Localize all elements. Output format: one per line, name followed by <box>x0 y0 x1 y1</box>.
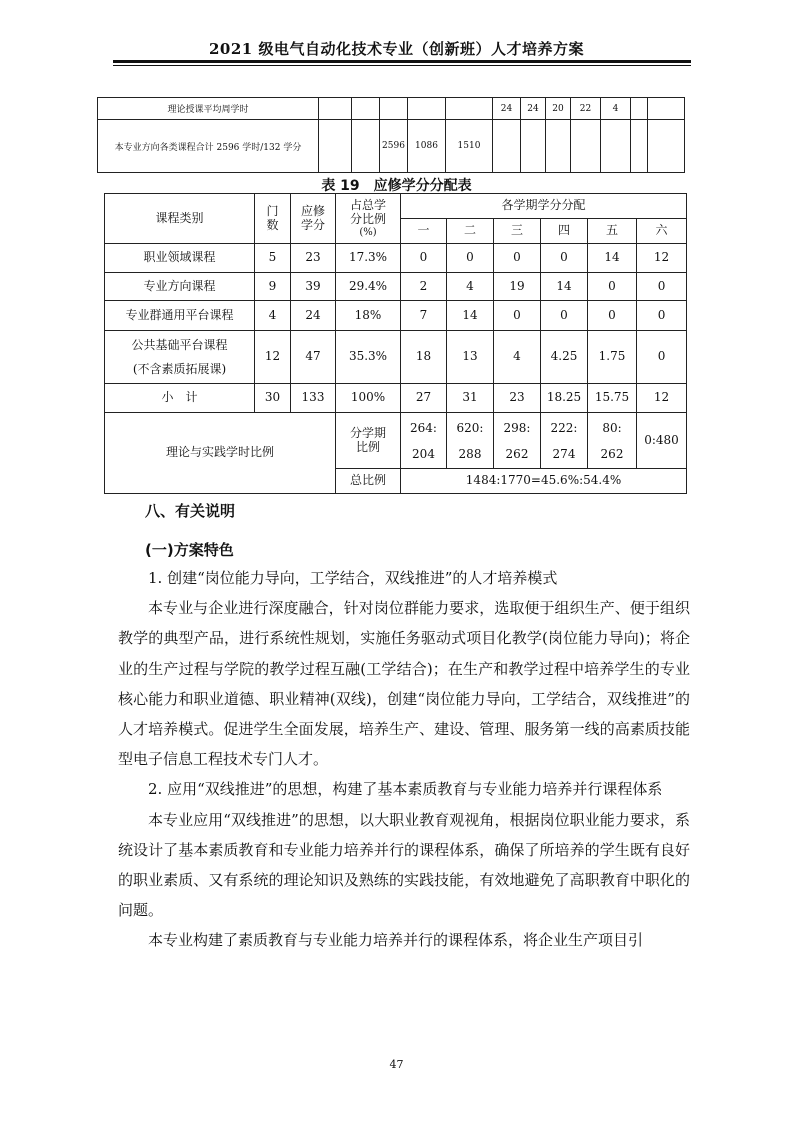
table-cell <box>352 98 380 120</box>
table-cell: 1510 <box>446 120 493 173</box>
header-semester-3: 三 <box>494 219 541 244</box>
semester-cell: 0 <box>588 301 637 331</box>
header-pct-line2: 分比例 <box>349 211 386 226</box>
category-cell: 职业领域课程 <box>105 244 255 273</box>
body-text <box>118 563 690 956</box>
category-cell: 专业方向课程 <box>105 273 255 301</box>
semester-ratio-cell <box>588 413 637 469</box>
header-semesters-group: 各学期学分分配 <box>401 194 687 219</box>
ratio-practice: 204 <box>412 446 435 461</box>
header-pct-line3: (%) <box>359 226 377 238</box>
row-label: 理论授课平均周学时 <box>98 98 319 120</box>
header-pct-line1: 占总学 <box>349 197 386 212</box>
ratio-practice: 274 <box>552 446 576 461</box>
header-credits-line1: 应修 <box>300 203 325 218</box>
count-cell: 30 <box>255 384 291 413</box>
table-cell: 20 <box>546 98 571 120</box>
total-ratio-value: 1484:1770=45.6%:54.4% <box>401 469 687 494</box>
category-cell <box>105 331 255 384</box>
count-cell: 4 <box>255 301 291 331</box>
semester-cell: 4.25 <box>541 331 588 384</box>
semester-cell: 18.25 <box>541 384 588 413</box>
table-cell <box>408 98 446 120</box>
semester-cell: 0 <box>637 331 687 384</box>
credits-cell: 133 <box>291 384 336 413</box>
credit-allocation-table <box>104 193 687 494</box>
semester-cell: 4 <box>447 273 494 301</box>
ratio-theory: 222: <box>550 420 578 435</box>
header-semester-4: 四 <box>541 219 588 244</box>
header-credits-line2: 学分 <box>300 217 325 232</box>
count-cell: 5 <box>255 244 291 273</box>
table-cell <box>546 120 571 173</box>
row-label: 本专业方向各类课程合计 2596 学时/132 学分 <box>98 120 319 173</box>
total-ratio-label: 总比例 <box>336 469 401 494</box>
paragraph-item-2-heading: 2. 应用“双线推进”的思想，构建了基本素质教育与专业能力培养并行课程体系 <box>148 780 663 799</box>
semester-cell: 1.75 <box>588 331 637 384</box>
credits-cell: 47 <box>291 331 336 384</box>
table-row <box>98 98 685 120</box>
header-semester-2: 二 <box>447 219 494 244</box>
pct-cell: 29.4% <box>336 273 401 301</box>
semester-ratio-cell <box>541 413 588 469</box>
semester-cell: 4 <box>494 331 541 384</box>
ratio-theory: 620: <box>456 420 484 435</box>
table-cell <box>631 98 648 120</box>
header-count <box>255 194 291 244</box>
table-row <box>105 273 687 301</box>
table-cell: 1086 <box>408 120 446 173</box>
paragraph: 本专业与企业进行深度融合，针对岗位群能力要求，选取便于组织生产、便于组织教学的典型产品，进行系统性规划，实施任务驱动式项目化教学(岗位能力导向)；将企业的生产过程与学院的教学过程互融(工学结合)；在生产和教学过程中培养学生的专业核心能力和职业道德、职业精神(双线)，创建“岗位能力导向，工学结合，双线推进”的人才培养模式。促进学生全面发展，培养生产、建设、管理、服务第一线的高素质技能型电子信息工程技术专门人才。 <box>118 599 690 769</box>
ratio-practice: 262 <box>505 446 529 461</box>
semester-cell: 7 <box>401 301 447 331</box>
table-cell: 22 <box>571 98 601 120</box>
table-cell <box>648 98 685 120</box>
ratio-theory: 264: <box>410 420 437 435</box>
semester-cell: 2 <box>401 273 447 301</box>
ratio-label: 理论与实践学时比例 <box>105 413 336 494</box>
header-semester-1: 一 <box>401 219 447 244</box>
table-cell <box>571 120 601 173</box>
header-semester-5: 五 <box>588 219 637 244</box>
table-cell <box>319 98 352 120</box>
table-row <box>98 120 685 173</box>
category-line2: (不含素质拓展课) <box>132 362 227 376</box>
semester-cell: 27 <box>401 384 447 413</box>
document-header-title: 2021 级电气自动化技术专业（创新班）人才培养方案 <box>209 40 584 58</box>
category-cell: 专业群通用平台课程 <box>105 301 255 331</box>
count-cell: 9 <box>255 273 291 301</box>
semester-cell: 31 <box>447 384 494 413</box>
ratio-theory: 298: <box>503 420 531 435</box>
semester-cell: 12 <box>637 384 687 413</box>
header-rule-thick <box>113 60 691 63</box>
page-number: 47 <box>389 1058 404 1071</box>
table-cell <box>380 98 408 120</box>
semester-cell: 13 <box>447 331 494 384</box>
header-category: 课程类别 <box>105 194 255 244</box>
table-row <box>105 301 687 331</box>
category-cell: 小 计 <box>105 384 255 413</box>
table-cell: 4 <box>601 98 631 120</box>
paragraph-item-1-heading: 1. 创建“岗位能力导向，工学结合，双线推进”的人才培养模式 <box>148 569 558 587</box>
paragraph: 本专业构建了素质教育与专业能力培养并行的课程体系，将企业生产项目引 <box>148 931 644 950</box>
table-cell: 24 <box>521 98 546 120</box>
semester-cell: 23 <box>494 384 541 413</box>
ratio-practice: 288 <box>458 446 482 461</box>
pct-cell: 100% <box>336 384 401 413</box>
table-row <box>105 244 687 273</box>
semester-cell: 0 <box>447 244 494 273</box>
table-cell <box>601 120 631 173</box>
header-count-line1: 门 <box>266 203 279 218</box>
semester-cell: 0 <box>494 301 541 331</box>
table-cell <box>446 98 493 120</box>
header-credits <box>291 194 336 244</box>
semester-cell: 15.75 <box>588 384 637 413</box>
header-rule-thin <box>113 65 691 66</box>
count-cell: 12 <box>255 331 291 384</box>
course-hours-table-continued <box>97 97 685 173</box>
paragraph: 本专业应用“双线推进”的思想，以大职业教育观视角，根据岗位职业能力要求，系统设计了基本素质教育和专业能力培养并行的课程体系，确保了所培养的学生既有良好的职业素质、又有系统的理论知识及熟练的实践技能，有效地避免了高职教育中职化的问题。 <box>118 810 690 920</box>
header-semester-6: 六 <box>637 219 687 244</box>
category-line1: 公共基础平台课程 <box>131 338 228 352</box>
table-caption: 表 19 应修学分分配表 <box>321 178 472 194</box>
credits-cell: 39 <box>291 273 336 301</box>
semester-cell: 0 <box>588 273 637 301</box>
pct-cell: 18% <box>336 301 401 331</box>
semester-cell: 0 <box>401 244 447 273</box>
table-cell <box>631 120 648 173</box>
semester-6-ratio: 0:480 <box>637 413 687 469</box>
semester-cell: 0 <box>541 244 588 273</box>
semester-cell: 14 <box>588 244 637 273</box>
semester-ratio-cell <box>494 413 541 469</box>
header-percentage <box>336 194 401 244</box>
semester-cell: 18 <box>401 331 447 384</box>
header-row <box>105 194 687 219</box>
table-cell <box>352 120 380 173</box>
table-cell: 24 <box>493 98 521 120</box>
semester-cell: 12 <box>637 244 687 273</box>
table-cell <box>493 120 521 173</box>
semester-ratio-cell <box>401 413 447 469</box>
semester-cell: 19 <box>494 273 541 301</box>
subsection-heading: (一)方案特色 <box>145 541 234 559</box>
per-semester-label-line1: 分学期 <box>349 425 386 440</box>
credits-cell: 23 <box>291 244 336 273</box>
subtotal-row <box>105 384 687 413</box>
table-cell <box>648 120 685 173</box>
ratio-row <box>105 413 687 469</box>
semester-cell: 0 <box>637 273 687 301</box>
table-cell: 2596 <box>380 120 408 173</box>
ratio-practice: 262 <box>600 446 624 461</box>
ratio-theory: 80: <box>602 420 622 435</box>
per-semester-label-line2: 比例 <box>355 439 380 454</box>
pct-cell: 17.3% <box>336 244 401 273</box>
table-cell <box>319 120 352 173</box>
semester-cell: 0 <box>494 244 541 273</box>
pct-cell: 35.3% <box>336 331 401 384</box>
semester-cell: 14 <box>447 301 494 331</box>
header-count-line2: 数 <box>266 217 279 232</box>
credits-cell: 24 <box>291 301 336 331</box>
semester-cell: 0 <box>541 301 588 331</box>
table-row <box>105 331 687 384</box>
table-cell <box>521 120 546 173</box>
semester-cell: 0 <box>637 301 687 331</box>
semester-cell: 14 <box>541 273 588 301</box>
semester-ratio-cell <box>447 413 494 469</box>
per-semester-ratio-label <box>336 413 401 469</box>
section-heading: 八、有关说明 <box>145 502 236 520</box>
